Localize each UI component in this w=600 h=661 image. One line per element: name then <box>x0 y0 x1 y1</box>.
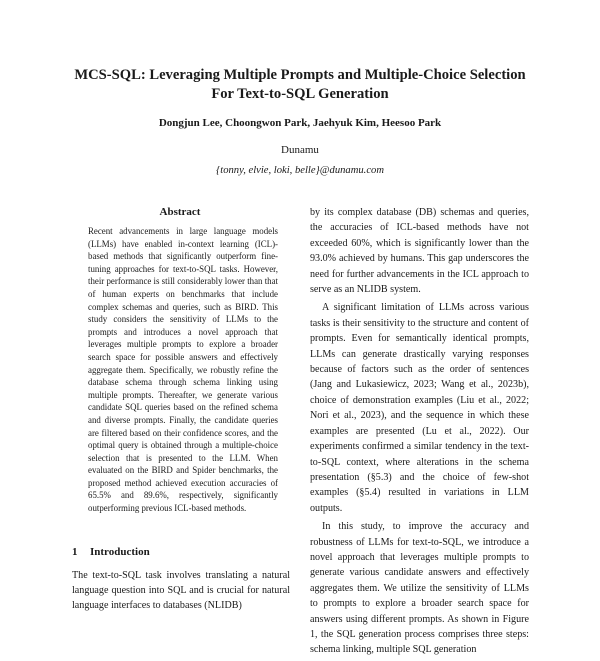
right-paragraph-2: A significant limitation of LLMs across various tasks is their sensitivity to the structure and content of prompts. Even for semantically identical prompts, LLMs can generate drastically varying responses because of factors such as the order of sentences (Jang and Lukasiewicz, 2023; Wang et al., 2023b), choice of demonstration examples (Liu et al., 2022; Nori et al., 2023), and the sequence in which these examples are presented (Lu et al., 2022). Our experiments confirmed a similar tendency in the text-to-SQL context, where alterations in the schema presentation (§5.3) and the choice of few-shot examples (§5.4) resulted in variations in LLM outputs. <box>310 302 529 514</box>
abstract-heading: Abstract <box>159 206 201 218</box>
affiliation: Dunamu <box>281 144 319 156</box>
introduction-body <box>72 568 290 613</box>
abstract-paragraph: Recent advancements in large language models (LLMs) have enabled in-context learning (ICL)-based methods that significantly outperform fine-tuning approaches for text-to-SQL tasks. However, their performance is still considerably lower than that of human experts on benchmarks that include complex schemas and queries, such as BIRD. This study considers the sensitivity of LLMs to the prompts and introduces a novel approach that leverages multiple prompts to explore a broader search space for possible answers and effectively aggregate them. Specifically, we robustly refine the database schema through schema linking using multiple prompts. Thereafter, we generate various candidate SQL queries based on the refined schema and diverse prompts. Finally, the candidate queries are filtered based on their confidence scores, and the optimal query is obtained through a multiple-choice selection that is presented to the LLM. When evaluated on the BIRD and Spider benchmarks, the proposed method achieved execution accuracies of 65.5% and 89.6%, respectively, significantly outperforming previous ICL-based methods. <box>88 226 279 514</box>
right-paragraph-1: by its complex database (DB) schemas and queries, the accuracies of ICL-based methods have not exceeded 60%, which is significantly lower than the 93.0% achieved by humans. This gap underscores the need for further advancements in the ICL approach to serve as an NLIDB system. <box>310 207 529 296</box>
right-column <box>310 205 529 661</box>
title-line-1: MCS-SQL: Leveraging Multiple Prompts and Multiple-Choice Selection <box>74 67 526 83</box>
author-list: Dongjun Lee, Choongwon Park, Jaehyuk Kim, Heesoo Park <box>158 117 442 129</box>
introduction-paragraph: The text-to-SQL task involves translating a natural language question into SQL and is crucial for natural language interfaces to databases (NLIDB) <box>72 570 290 611</box>
section-number: 1 <box>72 546 78 558</box>
abstract-body <box>88 225 278 515</box>
right-paragraph-3: In this study, to improve the accuracy and robustness of LLMs for text-to-SQL, we introduce a novel approach that leverages multiple prompts to generate various candidate answers and effectively aggregates them. We utilize the sensitivity of LLMs to prompts to explore a broader search space for answers using different prompts. As shown in Figure 1, the SQL generation process comprises three steps: schema linking, multiple SQL generation <box>310 521 529 656</box>
paper-title <box>40 66 560 104</box>
title-line-2: For Text-to-SQL Generation <box>211 86 389 102</box>
section-title: Introduction <box>90 546 150 558</box>
section-heading-introduction <box>72 545 150 559</box>
author-emails: {tonny, elvie, loki, belle}@dunamu.com <box>216 165 384 176</box>
